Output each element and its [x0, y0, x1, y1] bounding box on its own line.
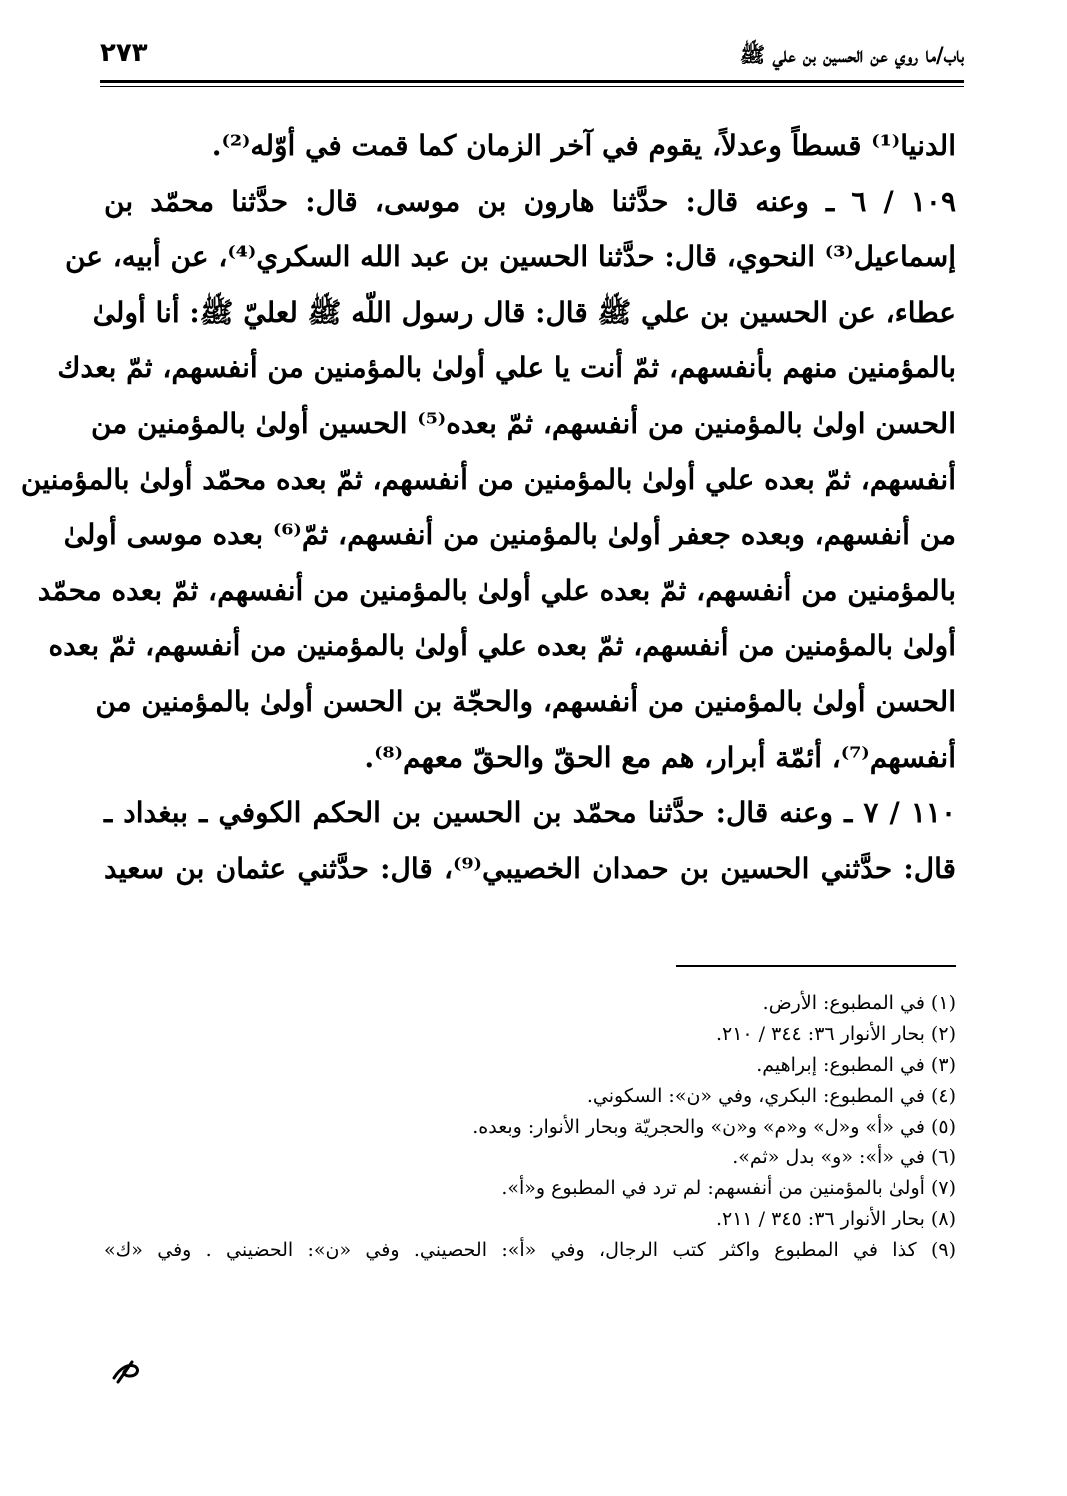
- text-line: أنفسهم، ثمّ بعده علي أولىٰ بالمؤمنين من أنفسهم، ثمّ بعده محمّد أولىٰ بالمؤمنين: [20, 462, 956, 496]
- running-title: باب/ما روي عن الحسين بن علي ﷺ: [739, 42, 964, 67]
- text-line: أنفسهم⁽⁷⁾، أئمّة أبرار، هم مع الحقّ والحقّ معهم⁽⁸⁾.: [364, 740, 956, 774]
- footnote-separator: [676, 965, 956, 967]
- text-line: بالمؤمنين من أنفسهم، ثمّ بعده علي أولىٰ بالمؤمنين من أنفسهم، ثمّ بعده محمّد: [37, 573, 956, 607]
- footnote: (٩) كذا في المطبوع واكثر كتب الرجال، وفي «أ»: الحصيني. وفي «ن»: الحضيني . وفي «ك»: [104, 1239, 956, 1262]
- footnote: (٥) في «أ» و«ل» و«م» و«ن» والحجريّة وبحار الأنوار: وبعده.: [472, 1115, 956, 1138]
- text-line: الحسن اولىٰ بالمؤمنين من أنفسهم، ثمّ بعده⁽⁵⁾ الحسين أولىٰ بالمؤمنين من: [90, 406, 956, 440]
- page-number: ٢٧٣: [100, 38, 148, 68]
- text-line: الحسن أولىٰ بالمؤمنين من أنفسهم، والحجّة بن الحسن أولىٰ بالمؤمنين من: [95, 684, 956, 718]
- page-header: [100, 36, 964, 82]
- text-line: أولىٰ بالمؤمنين من أنفسهم، ثمّ بعده علي أولىٰ بالمؤمنين من أنفسهم، ثمّ بعده: [48, 629, 956, 663]
- continuation-mark-icon: [110, 1356, 144, 1386]
- text-line: قال: حدَّثني الحسين بن حمدان الخصيبي⁽⁹⁾، قال: حدَّثني عثمان بن سعيد: [104, 851, 956, 885]
- footnote: (٦) في «أ»: «و» بدل «ثم».: [732, 1146, 956, 1169]
- text-line: ١٠٩ / ٦ ـ وعنه قال: حدَّثنا هارون بن موسى، قال: حدَّثنا محمّد بن: [104, 184, 956, 218]
- footnote: (٨) بحار الأنوار ٣٦: ٣٤٥ / ٢١١.: [715, 1208, 956, 1231]
- footnote: (١) في المطبوع: الأرض.: [762, 992, 956, 1014]
- text-line: من أنفسهم، وبعده جعفر أولىٰ بالمؤمنين من أنفسهم، ثمّ⁽⁶⁾ بعده موسى أولىٰ: [63, 518, 956, 552]
- footnote: (٢) بحار الأنوار ٣٦: ٣٤٤ / ٢١٠.: [715, 1022, 956, 1045]
- header-rule-thin: [100, 86, 964, 87]
- text-line: ١١٠ / ٧ ـ وعنه قال: حدَّثنا محمّد بن الحسين بن الحكم الكوفي ـ ببغداد ـ: [104, 796, 956, 830]
- text-line: عطاء، عن الحسين بن علي ﷺ قال: قال رسول اللّه ﷺ لعليّ ﷺ: أنا أولىٰ: [92, 295, 956, 329]
- text-line: بالمؤمنين منهم بأنفسهم، ثمّ أنت يا علي أولىٰ بالمؤمنين من أنفسهم، ثمّ بعدك: [57, 351, 956, 385]
- footnote: (٧) أولىٰ بالمؤمنين من أنفسهم: لم ترد في المطبوع و«أ».: [501, 1177, 956, 1200]
- text-line: إسماعيل⁽³⁾ النحوي، قال: حدَّثنا الحسين بن عبد الله السكري⁽⁴⁾، عن أبيه، عن: [64, 240, 956, 274]
- footnotes: [104, 988, 956, 1266]
- footnote: (٤) في المطبوع: البكري، وفي «ن»: السكوني.: [586, 1084, 956, 1107]
- footnote: (٣) في المطبوع: إبراهيم.: [756, 1053, 956, 1076]
- text-line: الدنيا⁽¹⁾ قسطاً وعدلاً، يقوم في آخر الزمان كما قمت في أوّله⁽²⁾.: [211, 129, 956, 162]
- main-text: [20, 118, 956, 896]
- header-rule-thick: [100, 80, 964, 83]
